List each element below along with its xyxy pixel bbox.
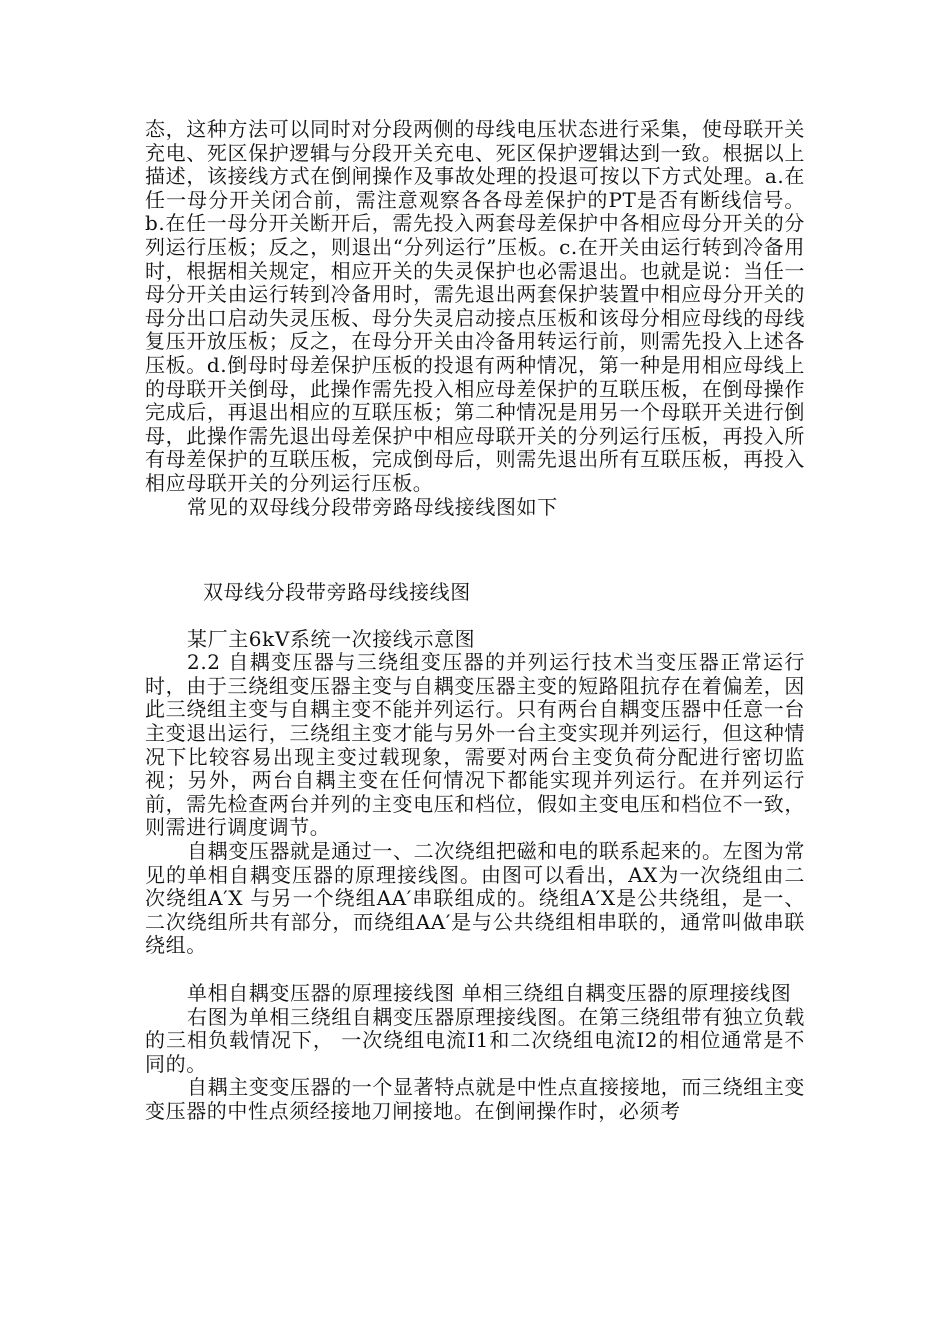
figure-caption-busbar: 双母线分段带旁路母线接线图 [203,580,471,605]
spacer [145,958,805,982]
paragraph-autotransformer: 自耦变压器就是通过一、二次绕组把磁和电的联系起来的。左图为常见的单相自耦变压器的原理接线图。由图可以看出，AX为一次绕组由二次绕组A′X 与另一个绕组AA′串联组成的。绕组A′X是公共绕组，是一、二次绕组所共有部分，而绕组AA′是与公共绕组相串联的，通常叫做串联绕组。 [145,839,805,958]
figure-caption-6kv-system: 某厂主6kV系统一次接线示意图 [187,626,476,651]
document-body [145,118,805,1124]
paragraph-parallel-operation: 2.2 自耦变压器与三绕组变压器的并列运行技术当变压器正常运行时，由于三绕组变压器主变与自耦变压器主变的短路阻抗存在着偏差，因此三绕组主变与自耦主变不能并列运行。只有两台自耦变压器中任意一台主变退出运行，三绕组主变才能与另外一台主变实现并列运行，但这种情况下比较容易出现主变过载现象，需要对两台主变负荷分配进行密切监视；另外，两台自耦主变在任何情况下都能实现并列运行。在并列运行前，需先检查两台并列的主变电压和档位，假如主变电压和档位不一致，则需进行调度调节。 [145,650,805,840]
paragraph-three-winding: 右图为单相三绕组自耦变压器原理接线图。在第三绕组带有独立负载的三相负载情况下， 一次绕组电流I1和二次绕组电流I2的相位通常是不同的。 [145,1004,805,1076]
figure-caption-autotransformer-wiring: 单相自耦变压器的原理接线图 单相三绕组自耦变压器的原理接线图 [187,981,792,1005]
diagram-placeholder [145,519,805,581]
paragraph-busbar-operation: 态，这种方法可以同时对分段两侧的母线电压状态进行采集，使母联开关充电、死区保护逻辑与分段开关充电、死区保护逻辑达到一致。根据以上描述，该接线方式在倒闸操作及事故处理的投退可按以下方式处理。a.在任一母分开关闭合前，需注意观察各各母差保护的PT是否有断线信号。b.在任一母分开关断开后，需先投入两套母差保护中各相应母分开关的分列运行压板；反之，则退出“分列运行”压板。c.在开关由运行转到冷备用时，根据相关规定，相应开关的失灵保护也必需退出。也就是说：当任一母分开关由运行转到冷备用时，需先退出两套保护装置中相应母分开关的母分出口启动失灵压板、母分失灵启动接点压板和该母分相应母线的母线复压开放压板；反之，在母分开关由冷备用转运行前，则需先投入上述各压板。d.倒母时母差保护压板的投退有两种情况，第一种是用相应母线上的母联开关倒母，此操作需先投入相应母差保护的互联压板，在倒母操作完成后，再退出相应的互联压板；第二种情况是用另一个母联开关进行倒母，此操作需先退出母差保护中相应母联开关的分列运行压板，再投入所有母差保护的互联压板，完成倒母后，则需先退出所有互联压板，再投入相应母联开关的分列运行压板。 [145,117,805,495]
paragraph-neutral-grounding: 自耦主变变压器的一个显著特点就是中性点直接接地，而三绕组主变变压器的中性点须经接地刀闸接地。在倒闸操作时，必须考 [145,1075,805,1123]
paragraph-diagram-intro: 常见的双母线分段带旁路母线接线图如下 [187,494,558,519]
spacer [145,605,805,628]
